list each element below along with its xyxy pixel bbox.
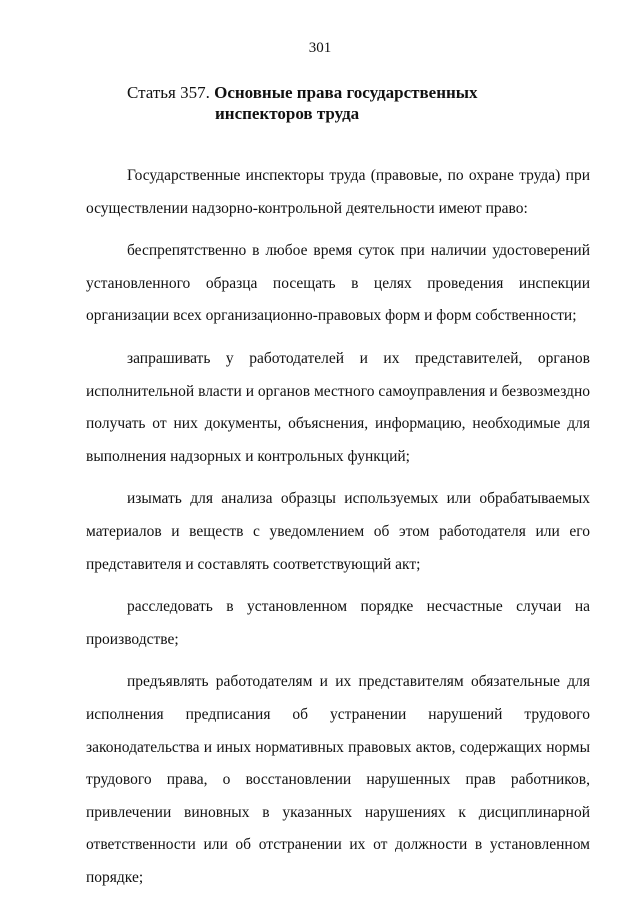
article-body (86, 160, 590, 894)
article-title-line-2: инспекторов труда (215, 104, 360, 123)
paragraph-right-issue-orders: предъявлять работодателям и их представителям обязательные для исполнения предписания об устранении нарушений трудового законодательства и иных нормативных правовых актов, содержащих нормы трудового права, о восстановлении нарушенных прав работников, привлечении виновных в указанных нарушениях к дисциплинарной ответственности или об отстранении их от должности в установленном порядке; (86, 673, 590, 886)
page-number: 301 (308, 40, 332, 56)
paragraph-right-request: запрашивать у работодателей и их представителей, органов исполнительной власти и органов местного самоуправления и безвозмездно получать от них документы, объяснения, информацию, необходимые для выполнения надзорных и контрольных функций; (86, 349, 590, 465)
article-title-line-1: Основные права государственных (214, 83, 478, 102)
article-number: Статья 357. (127, 83, 210, 102)
paragraph-right-inspect: беспрепятственно в любое время суток при наличии удостоверений установленного образца посещать в целях проведения инспекции организации всех организационно-правовых форм и форм собственности; (86, 242, 590, 325)
paragraph-right-investigate: расследовать в установленном порядке несчастные случаи на производстве; (86, 598, 590, 648)
paragraph-right-seize-samples: изымать для анализа образцы используемых или обрабатываемых материалов и веществ с уведомлением об этом работодателя или его представителя и составлять соответствующий акт; (86, 490, 590, 573)
article-heading (127, 82, 597, 124)
paragraph-intro: Государственные инспекторы труда (правовые, по охране труда) при осуществлении надзорно-контрольной деятельности имеют право: (86, 167, 590, 217)
